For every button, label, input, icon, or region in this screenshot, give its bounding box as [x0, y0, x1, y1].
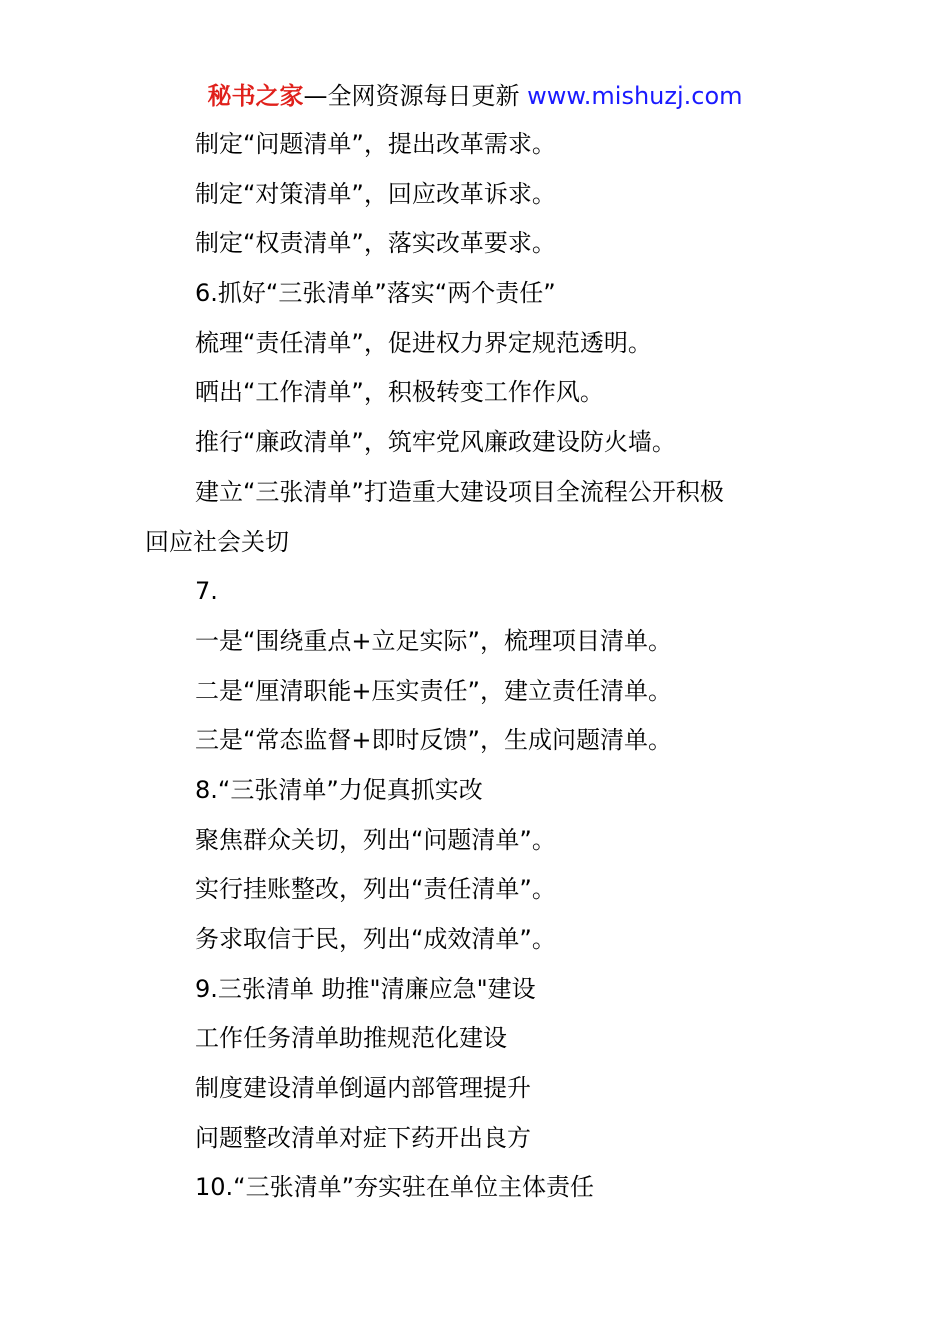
paragraph-line: 三是“常态监督+即时反馈”，生成问题清单。	[195, 726, 672, 755]
section-heading: 7.	[195, 577, 218, 606]
paragraph-line-continuation: 回应社会关切	[145, 527, 289, 556]
site-url-link[interactable]: www.mishuzj.com	[527, 82, 743, 110]
document-body	[145, 120, 815, 1213]
paragraph-line: 务求取信于民，列出“成效清单”。	[195, 925, 556, 953]
paragraph-line: 一是“围绕重点+立足实际”，梳理项目清单。	[195, 626, 672, 655]
brand-name: 秘书之家	[207, 82, 304, 110]
paragraph-line: 工作任务清单助推规范化建设	[195, 1024, 507, 1053]
section-heading: 10.“三张清单”夯实驻在单位主体责任	[195, 1173, 595, 1202]
paragraph-line: 制定“对策清单”，回应改革诉求。	[195, 179, 556, 208]
paragraph-line: 问题整改清单对症下药开出良方	[195, 1123, 531, 1152]
section-heading: 9.三张清单 助推"清廉应急"建设	[195, 974, 536, 1003]
paragraph-line: 推行“廉政清单”，筑牢党风廉政建设防火墙。	[195, 428, 676, 457]
paragraph-line: 制定“权责清单”，落实改革要求。	[195, 229, 556, 258]
header-tagline: —全网资源每日更新	[303, 82, 528, 110]
paragraph-line: 实行挂账整改，列出“责任清单”。	[195, 875, 556, 904]
paragraph-line: 制定“问题清单”，提出改革需求。	[195, 130, 556, 158]
section-heading: 6.抓好“三张清单”落实“两个责任”	[195, 279, 556, 308]
site-header	[0, 80, 950, 112]
paragraph-line: 二是“厘清职能+压实责任”，建立责任清单。	[195, 676, 672, 705]
paragraph-line: 建立“三张清单”打造重大建设项目全流程公开积极	[195, 477, 724, 506]
paragraph-line: 晒出“工作清单”，积极转变工作作风。	[195, 378, 604, 407]
paragraph-line: 聚焦群众关切，列出“问题清单”。	[195, 825, 556, 854]
section-heading: 8.“三张清单”力促真抓实改	[195, 775, 483, 804]
paragraph-line: 制度建设清单倒逼内部管理提升	[195, 1074, 531, 1103]
paragraph-line: 梳理“责任清单”，促进权力界定规范透明。	[195, 328, 652, 357]
